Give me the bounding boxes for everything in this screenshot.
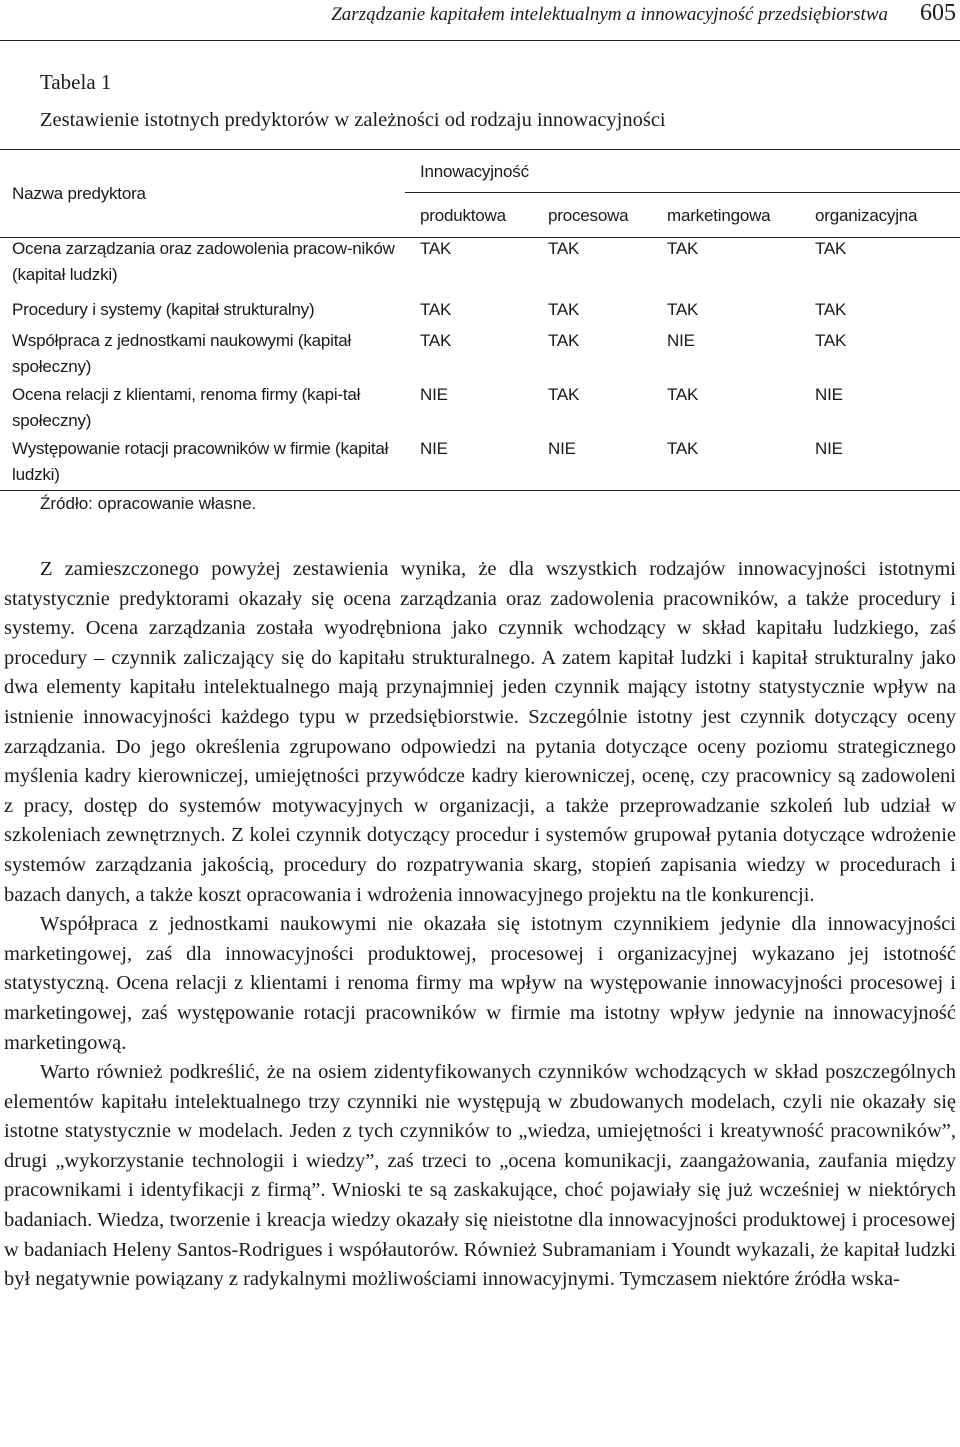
table-caption: Zestawienie istotnych predyktorów w zależności od rodzaju innowacyjności xyxy=(40,109,666,131)
table-cell: NIE xyxy=(815,439,843,458)
column-header-produktowa: produktowa xyxy=(420,206,506,225)
predictor-name: Występowanie rotacji pracowników w firmie (kapitał ludzki) xyxy=(12,439,389,484)
predictor-name: Ocena zarządzania oraz zadowolenia pracow-ników (kapitał ludzki) xyxy=(12,239,395,284)
table-cell: NIE xyxy=(815,385,843,404)
table-cell: TAK xyxy=(815,239,847,258)
paragraph: Z zamieszczonego powyżej zestawienia wynika, że dla wszystkich rodzajów innowacyjności istotnymi statystycznie predyktorami okazały się ocena zarządzania oraz zadowolenia pracowników, a także procedury i systemy. Ocena zarządzania została wyodrębniona jako czynnik wchodzący w skład kapitału ludzkiego, zaś procedury – czynnik zaliczający się do kapitału strukturalnego. A zatem kapitał ludzki i kapitał strukturalny jako dwa elementy kapitału intelektualnego mają przynajmniej jeden czynnik mający istotny statystycznie wpływ na istnienie innowacyjności każdego typu w przedsiębiorstwie. Szczególnie istotny jest czynnik dotyczący oceny zarządzania. Do jego określenia zgrupowano odpowiedzi na pytania dotyczące oceny poziomu strategicznego myślenia kadry kierowniczej, umiejętności przywódcze kadry kierowniczej, ocenę, czy pracownicy są zadowoleni z pracy, dostęp do systemów motywacyjnych w organizacji, a także przeprowadzanie szkoleń lub udział w szkoleniach zewnętrznych. Z kolei czynnik dotyczący procedur i systemów grupował pytania dotyczące wdrożenie systemów zarządzania jakością, procedury do rozpatrywania skarg, stopień zapisania wiedzy w procedurach i bazach danych, a także koszt opracowania i wdrożenia innowacyjnego projektu na tle konkurencji. xyxy=(4,558,956,906)
table-header-group-row xyxy=(0,150,960,203)
table-row xyxy=(0,326,960,380)
predictor-table xyxy=(0,149,960,491)
table-cell: NIE xyxy=(548,439,576,458)
table-cell: TAK xyxy=(548,239,580,258)
column-header-predictor-name: Nazwa predyktora xyxy=(12,184,146,203)
table-cell: TAK xyxy=(667,239,699,258)
table-row xyxy=(0,380,960,434)
column-header-procesowa: procesowa xyxy=(548,206,629,225)
running-header xyxy=(0,0,960,41)
table-cell: TAK xyxy=(420,300,452,319)
table-label: Tabela 1 xyxy=(40,70,112,94)
column-header-marketingowa: marketingowa xyxy=(667,206,771,225)
table-cell: NIE xyxy=(667,331,695,350)
body-text xyxy=(4,555,956,1295)
table-cell: TAK xyxy=(815,300,847,319)
table-row xyxy=(0,297,960,326)
paragraph: Warto również podkreślić, że na osiem zidentyfikowanych czynników wchodzących w skład poszczególnych elementów kapitału intelektualnego trzy czynniki nie występują w zbudowanych modelach, czyli nie okazały się istotne statystycznie w modelach. Jeden z tych czynników to „wiedza, umiejętności i kreatywność pracowników”, drugi „wykorzystanie technologii i wiedzy”, zaś trzeci to „ocena komunikacji, zaangażowania, zaufania między pracownikami i identyfikacji z firmą”. Wnioski te są zaskakujące, choć pojawiały się już wcześniej w niektórych badaniach. Wiedza, tworzenie i kreacja wiedzy okazały się nieistotne dla innowacyjności produktowej i procesowej w badaniach Heleny Santos-Rodrigues i współautorów. Również Subramaniam i Youndt wykazali, że kapitał ludzki był negatywnie powiązany z radykalnymi możliwościami innowacyjnymi. Tymczasem niektóre źródła wska- xyxy=(4,1061,956,1291)
predictor-name: Współpraca z jednostkami naukowymi (kapitał społeczny) xyxy=(12,331,352,376)
table-cell: NIE xyxy=(420,439,448,458)
paragraph: Współpraca z jednostkami naukowymi nie okazała się istotnym czynnikiem jedynie dla innowacyjności marketingowej, zaś dla innowacyjności produktowej, procesowej i organizacyjnej wykazano jej istotność statystyczną. Ocena relacji z klientami i renoma firmy ma wpływ na występowanie innowacyjności procesowej i marketingowej, zaś występowanie rotacji pracowników w firmie ma istotny wpływ jedynie na innowacyjność marketingową. xyxy=(4,913,956,1054)
table-cell: TAK xyxy=(420,331,452,350)
column-group-header xyxy=(405,150,960,193)
page-number: 605 xyxy=(920,0,956,26)
column-header-organizacyjna: organizacyjna xyxy=(815,206,918,225)
table-header-columns-row xyxy=(0,192,960,238)
table-source-note: Źródło: opracowanie własne. xyxy=(40,494,257,513)
running-title: Zarządzanie kapitałem intelektualnym a innowacyjność przedsiębiorstwa xyxy=(331,4,888,25)
table-cell: TAK xyxy=(548,331,580,350)
table-cell: TAK xyxy=(420,239,452,258)
table-cell: TAK xyxy=(548,385,580,404)
table-row xyxy=(0,434,960,491)
table-cell: TAK xyxy=(667,439,699,458)
column-group-label: Innowacyjność xyxy=(420,162,529,181)
table-cell: TAK xyxy=(815,331,847,350)
table-cell: TAK xyxy=(667,385,699,404)
predictor-name: Procedury i systemy (kapitał strukturalny) xyxy=(12,300,315,319)
predictor-name: Ocena relacji z klientami, renoma firmy (kapi-tał społeczny) xyxy=(12,385,361,430)
table-cell: NIE xyxy=(420,385,448,404)
table-cell: TAK xyxy=(548,300,580,319)
table-row xyxy=(0,239,960,297)
table-cell: TAK xyxy=(667,300,699,319)
